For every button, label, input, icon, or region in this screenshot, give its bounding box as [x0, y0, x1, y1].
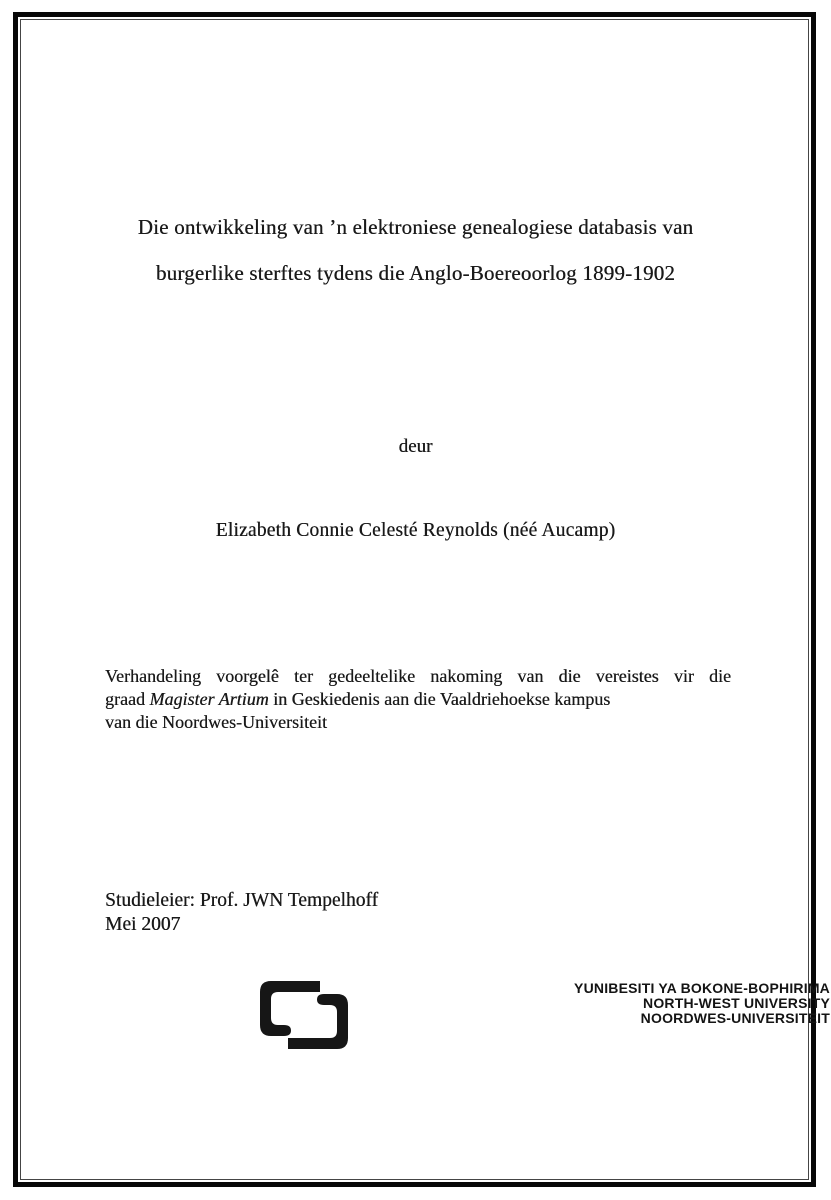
logo-line-afrikaans: NOORDWES-UNIVERSITEIT	[640, 1010, 830, 1026]
thesis-title-line2: burgerlike sterftes tydens die Anglo-Boereoorlog 1899-1902	[155, 261, 676, 285]
statement-line3: van die Noordwes-Universiteit	[105, 712, 327, 732]
logo-line-english: NORTH-WEST UNIVERSITY	[643, 995, 830, 1011]
logo-line-setswana: YUNIBESITI YA BOKONE-BOPHIRIMA	[574, 980, 830, 996]
statement-line2-degree-italic: Magister Artium	[149, 689, 269, 709]
statement-line1: Verhandeling voorgelê ter gedeeltelike nakoming van die vereistes vir die	[105, 666, 731, 686]
supervisor-line: Studieleier: Prof. JWN Tempelhoff	[105, 890, 379, 911]
submission-statement	[105, 665, 731, 734]
statement-line2	[105, 688, 731, 711]
author-name: Elizabeth Connie Celesté Reynolds (néé Aucamp)	[215, 520, 616, 541]
date-line: Mei 2007	[105, 914, 181, 935]
supervisor-date-block	[105, 889, 378, 937]
byline-label: deur	[398, 436, 433, 457]
thesis-title-line1: Die ontwikkeling van ’n elektroniese genealogiese databasis van	[137, 215, 694, 239]
thesis-title	[60, 204, 771, 296]
university-logo-text	[316, 981, 830, 1026]
statement-line2-post: in Geskiedenis aan die Vaaldriehoekse kampus	[268, 689, 611, 709]
statement-line2-pre: graad	[105, 689, 150, 709]
